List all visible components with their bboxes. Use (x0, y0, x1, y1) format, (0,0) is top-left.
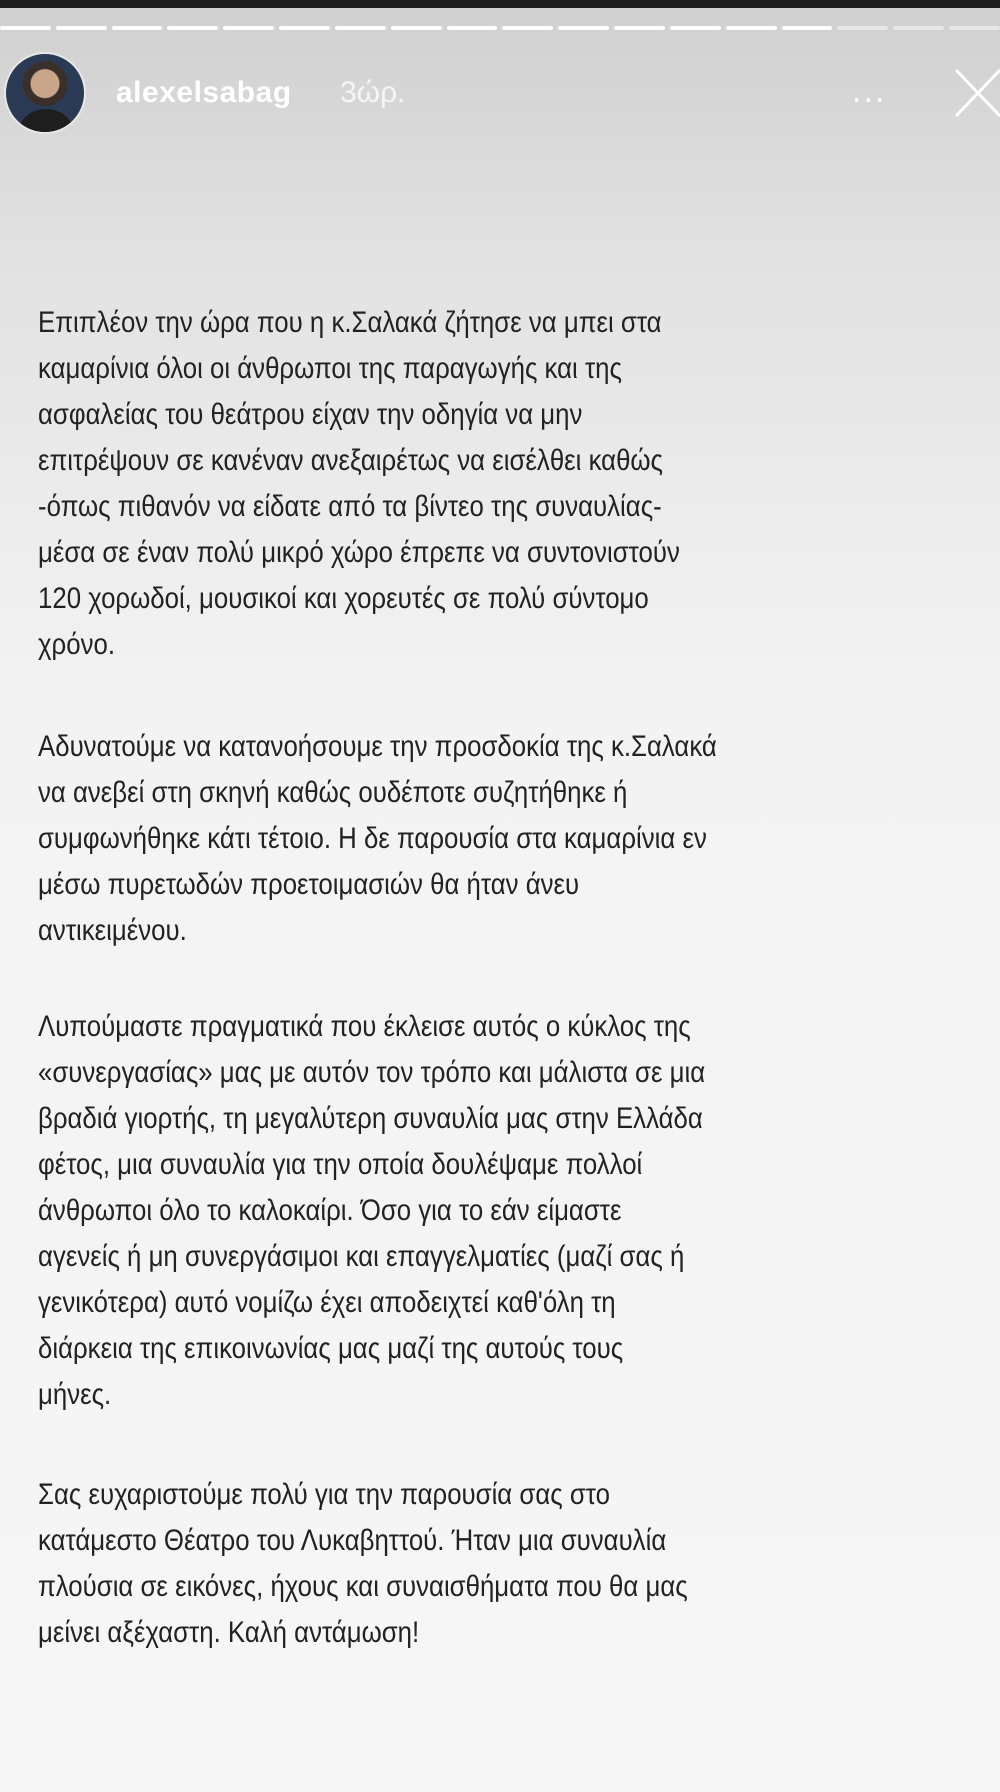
text-line: να ανεβεί στη σκηνή καθώς ουδέποτε συζητήθηκε ή (38, 776, 628, 809)
progress-segment (335, 26, 386, 30)
more-options-button[interactable]: ... (852, 72, 887, 110)
text-line: αγενείς ή μη συνεργάσιμοι και επαγγελματίες (μαζί σας ή (38, 1240, 685, 1273)
text-line: μέσω πυρετωδών προετοιμασιών θα ήταν άνευ (38, 868, 580, 901)
progress-segment (279, 26, 330, 30)
progress-segment (726, 26, 777, 30)
text-line: ασφαλείας του θεάτρου είχαν την οδηγία να μην (38, 398, 583, 431)
text-line: μείνει αξέχαστη. Καλή αντάμωση! (38, 1616, 420, 1649)
text-line: 120 χορωδοί, μουσικοί και χορευτές σε πολύ σύντομο (38, 582, 649, 615)
progress-segment (0, 26, 51, 30)
close-button[interactable] (950, 66, 1000, 120)
story-progress-bar (0, 26, 1000, 31)
text-line: πλούσια σε εικόνες, ήχους και συναισθήματα που θα μας (38, 1570, 688, 1603)
progress-segment (782, 26, 833, 30)
text-line: φέτος, μια συναυλία για την οποία δουλέψαμε πολλοί (38, 1148, 643, 1181)
text-line: Αδυνατούμε να κατανοήσουμε την προσδοκία της κ.Σαλακά (38, 730, 717, 763)
text-line: μήνες. (38, 1378, 112, 1411)
progress-segment (391, 26, 442, 30)
text-line: Λυπούμαστε πραγματικά που έκλεισε αυτός ο κύκλος της (38, 1010, 691, 1043)
progress-segment (56, 26, 107, 30)
progress-segment (502, 26, 553, 30)
text-line: Σας ευχαριστούμε πολύ για την παρουσία σας στο (38, 1478, 610, 1511)
progress-segment (949, 26, 1000, 30)
text-line: μέσα σε έναν πολύ μικρό χώρο έπρεπε να συντονιστούν (38, 536, 680, 569)
text-line: -όπως πιθανόν να είδατε από τα βίντεο της συναυλίας- (38, 490, 662, 523)
progress-segment (670, 26, 721, 30)
text-line: Επιπλέον την ώρα που η κ.Σαλακά ζήτησε να μπει στα (38, 306, 662, 339)
text-line: επιτρέψουν σε κανέναν ανεξαιρέτως να εισέλθει καθώς (38, 444, 664, 477)
text-line: γενικότερα) αυτό νομίζω έχει αποδειχτεί καθ'όλη τη (38, 1286, 616, 1319)
progress-segment (112, 26, 163, 30)
close-icon (950, 66, 1000, 120)
paragraph-3 (38, 1004, 705, 1418)
paragraph-1 (38, 300, 680, 668)
status-bar (0, 0, 1000, 8)
text-line: βραδιά γιορτής, τη μεγαλύτερη συναυλία μας στην Ελλάδα (38, 1102, 703, 1135)
progress-segment (447, 26, 498, 30)
progress-segment (614, 26, 665, 30)
progress-segment (893, 26, 944, 30)
progress-segment (223, 26, 274, 30)
post-time: 3ώρ. (340, 76, 406, 109)
text-line: «συνεργασίας» μας με αυτόν τον τρόπο και μάλιστα σε μια (38, 1056, 706, 1089)
text-line: χρόνο. (38, 628, 115, 661)
text-line: διάρκεια της επικοινωνίας μας μαζί της αυτούς τους (38, 1332, 624, 1365)
avatar[interactable] (4, 52, 86, 134)
text-line: κατάμεστο Θέατρο του Λυκαβηττού. Ήταν μια συναυλία (38, 1524, 667, 1557)
progress-segment (837, 26, 888, 30)
progress-segment (167, 26, 218, 30)
username[interactable]: alexelsabag (116, 76, 292, 109)
paragraph-4 (38, 1472, 688, 1656)
text-line: καμαρίνια όλοι οι άνθρωποι της παραγωγής και της (38, 352, 622, 385)
text-line: συμφωνήθηκε κάτι τέτοιο. Η δε παρουσία στα καμαρίνια εν (38, 822, 707, 855)
text-line: αντικειμένου. (38, 914, 187, 947)
paragraph-2 (38, 724, 717, 954)
text-line: άνθρωποι όλο το καλοκαίρι. Όσο για το εάν είμαστε (38, 1194, 622, 1227)
progress-segment (558, 26, 609, 30)
